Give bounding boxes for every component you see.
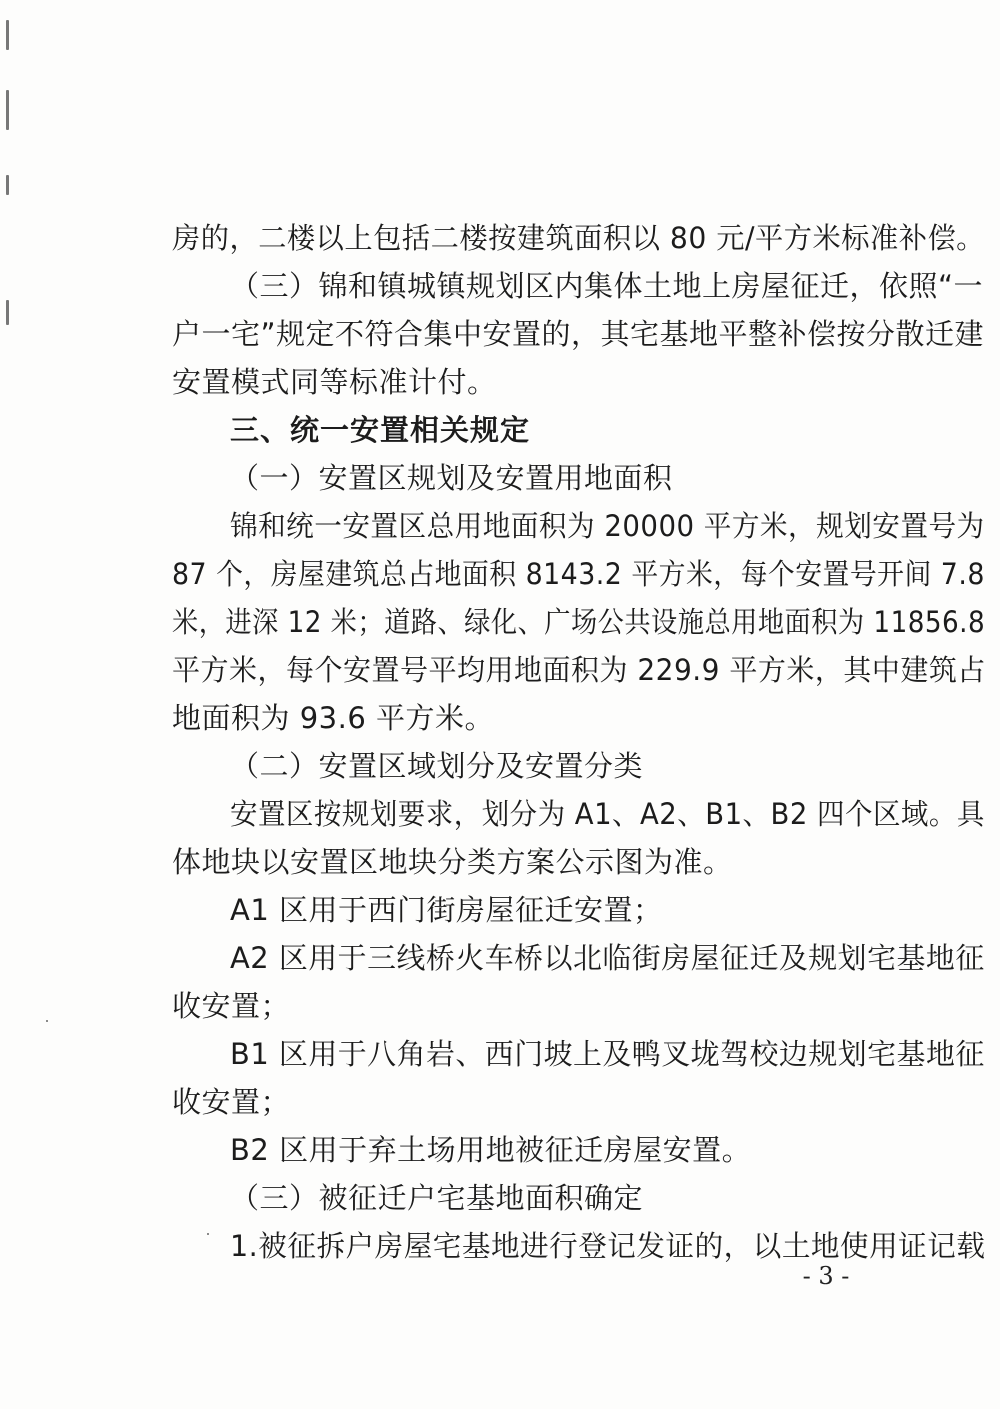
- section-heading: 三、统一安置相关规定: [230, 413, 531, 447]
- scan-speck: [207, 1233, 209, 1235]
- body-line: 米，进深 12 米；道路、绿化、广场公共设施总用地面积为 11856.8: [172, 605, 986, 639]
- body-line: 收安置；: [172, 1085, 291, 1119]
- body-line: 地面积为 93.6 平方米。: [172, 701, 495, 735]
- body-line: A1 区用于西门街房屋征迁安置；: [230, 893, 663, 927]
- body-line: A2 区用于三线桥火车桥以北临街房屋征迁及规划宅基地征: [230, 941, 985, 975]
- body-line: 1.被征拆户房屋宅基地进行登记发证的，以土地使用证记载: [230, 1229, 986, 1263]
- body-line: 安置区按规划要求，划分为 A1、A2、B1、B2 四个区域。具: [230, 797, 985, 831]
- body-line: 安置模式同等标准计付。: [172, 365, 497, 399]
- subsection-heading: （二）安置区域划分及安置分类: [230, 749, 644, 783]
- scan-speck: [46, 1020, 48, 1022]
- body-line: 房的，二楼以上包括二楼按建筑面积以 80 元/平方米标准补偿。: [172, 221, 985, 255]
- body-line: 体地块以安置区地块分类方案公示图为准。: [172, 845, 733, 879]
- body-line: 87 个，房屋建筑总占地面积 8143.2 平方米，每个安置号开间 7.8: [172, 557, 985, 591]
- body-line: 收安置；: [172, 989, 291, 1023]
- body-line: 锦和统一安置区总用地面积为 20000 平方米，规划安置号为: [230, 509, 985, 543]
- page-number: - 3 -: [802, 1262, 850, 1290]
- binding-mark: [6, 300, 9, 325]
- subsection-heading: （三）被征迁户宅基地面积确定: [230, 1181, 644, 1215]
- body-line: B2 区用于弃土场用地被征迁房屋安置。: [230, 1133, 752, 1167]
- body-line: 平方米，每个安置号平均用地面积为 229.9 平方米，其中建筑占: [172, 653, 986, 687]
- body-line: B1 区用于八角岩、西门坡上及鸭叉垅驾校边规划宅基地征: [230, 1037, 985, 1071]
- binding-mark: [6, 90, 9, 130]
- binding-mark: [6, 175, 9, 195]
- subsection-heading: （一）安置区规划及安置用地面积: [230, 461, 673, 495]
- body-line: （三）锦和镇城镇规划区内集体土地上房屋征迁，依照“一: [230, 269, 984, 303]
- binding-mark: [6, 20, 9, 50]
- body-line: 户一宅”规定不符合集中安置的，其宅基地平整补偿按分散迁建: [172, 317, 985, 351]
